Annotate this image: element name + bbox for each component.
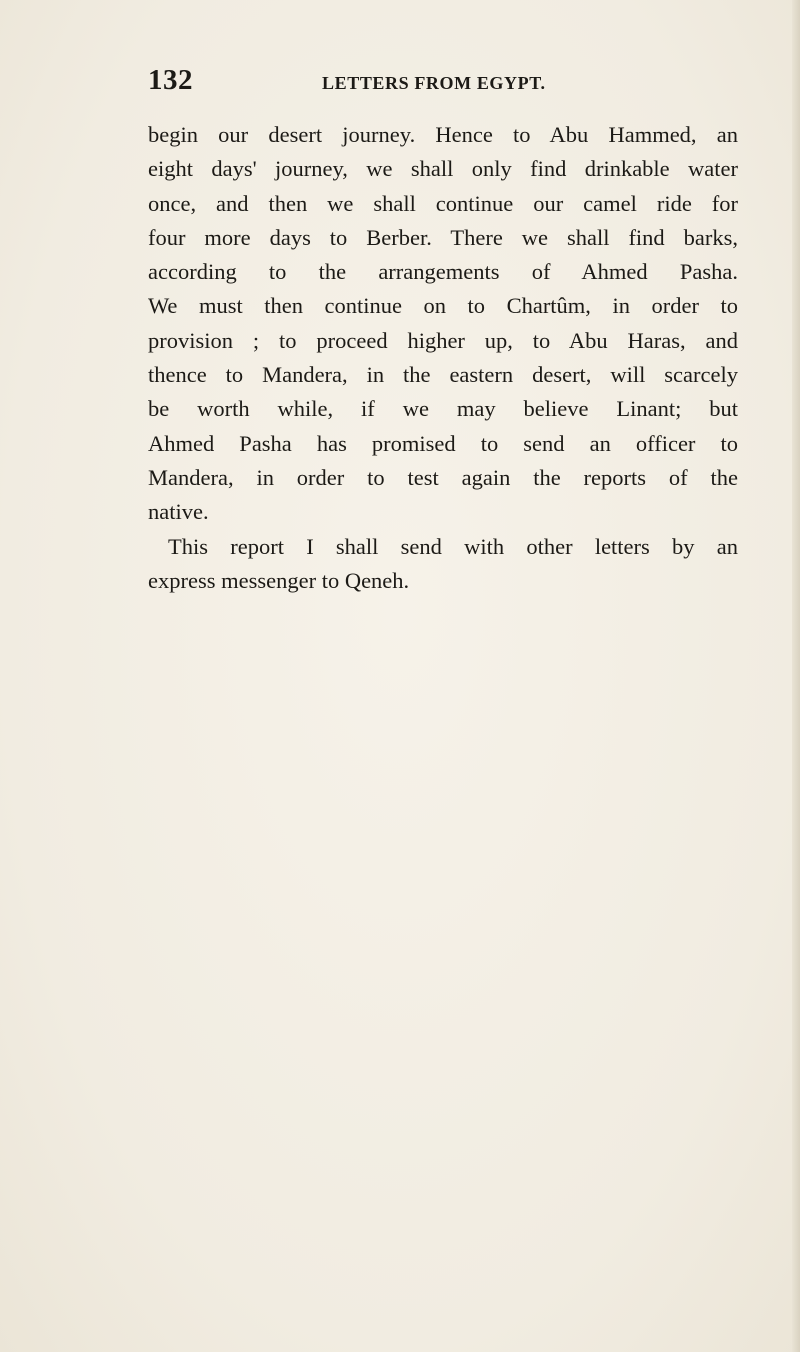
text-line: This report I shall send with other letters by an bbox=[168, 533, 738, 559]
page-edge bbox=[792, 0, 800, 1352]
text-line: begin our desert journey. Hence to Abu Hammed, an bbox=[148, 122, 738, 147]
text-line: once, and then we shall continue our camel ride for bbox=[148, 190, 738, 216]
text-line: Ahmed Pasha has promised to send an officer to bbox=[148, 430, 738, 456]
running-head bbox=[148, 64, 738, 104]
text-line: We must then continue on to Chartûm, in order to bbox=[148, 293, 738, 319]
text-line: four more days to Berber. There we shall find barks, bbox=[148, 224, 738, 250]
page-number: 132 bbox=[148, 64, 193, 96]
text-line: thence to Mandera, in the eastern desert, will scarcely bbox=[148, 362, 738, 388]
text-line: eight days' journey, we shall only find drinkable water bbox=[148, 156, 738, 182]
text-line: according to the arrangements of Ahmed Pasha. bbox=[148, 259, 738, 285]
text-line: provision ; to proceed higher up, to Abu Haras, and bbox=[148, 327, 738, 353]
text-line: be worth while, if we may believe Linant; but bbox=[148, 396, 738, 422]
text-line: native. bbox=[148, 499, 209, 525]
text-line: express messenger to Qeneh. bbox=[148, 567, 410, 593]
running-title: LETTERS FROM EGYPT. bbox=[322, 73, 546, 93]
body-text bbox=[148, 118, 738, 598]
text-line: Mandera, in order to test again the reports of the bbox=[148, 464, 738, 490]
